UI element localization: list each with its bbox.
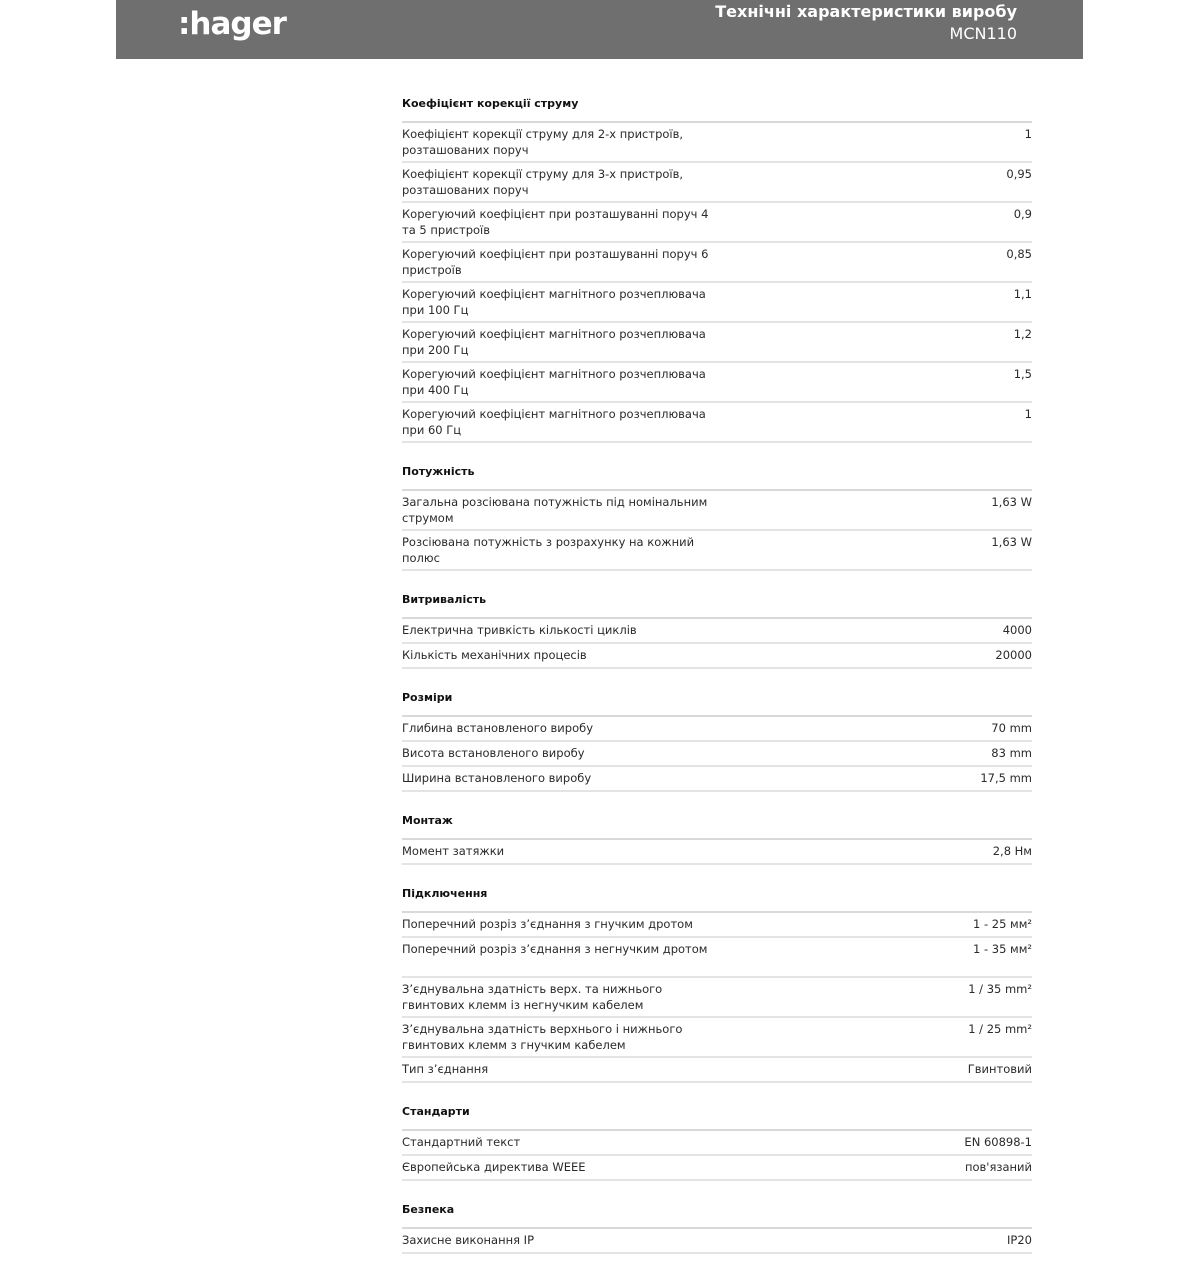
spec-value: 1 / 35 mm² <box>968 982 1032 996</box>
spec-value: 0,85 <box>1006 247 1032 261</box>
spec-value: 2,8 Нм <box>992 844 1032 858</box>
spec-label: Тип з’єднання <box>402 1062 489 1076</box>
spec-value: 1,63 W <box>991 495 1032 509</box>
spec-label: Висота встановленого виробу <box>402 746 585 760</box>
spec-section <box>402 591 1032 669</box>
spec-row <box>402 717 1032 742</box>
spec-label: Європейська директива WEEE <box>402 1160 586 1174</box>
spec-label: Ширина встановленого виробу <box>402 771 592 785</box>
spec-row <box>402 163 1032 203</box>
spec-label: Електрична тривкість кількості циклів <box>402 623 637 637</box>
section-title: Розміри <box>402 689 1032 717</box>
spec-row <box>402 978 1032 1018</box>
spec-value: 0,9 <box>1013 207 1032 221</box>
spec-row <box>402 531 1032 571</box>
brand-logo: :hager <box>178 6 286 42</box>
spec-row <box>402 1131 1032 1156</box>
spec-row <box>402 767 1032 792</box>
spec-row <box>402 403 1032 443</box>
spec-label: Корегуючий коефіцієнт магнітного розчеплювача при 60 Гц <box>402 407 706 437</box>
product-code: MCN110 <box>949 24 1017 43</box>
spec-value: 70 mm <box>991 721 1032 735</box>
spec-row <box>402 491 1032 531</box>
spec-section <box>402 463 1032 571</box>
spec-section <box>402 689 1032 792</box>
spec-value: 1 <box>1024 127 1032 141</box>
spec-row <box>402 840 1032 865</box>
spec-value: 1,5 <box>1013 367 1032 381</box>
spec-section <box>402 1201 1032 1254</box>
spec-value: 1,1 <box>1013 287 1032 301</box>
section-title: Коефіцієнт корекції струму <box>402 95 1032 123</box>
spec-label: З’єднувальна здатність верх. та нижнього гвинтових клемм із негнучким кабелем <box>402 982 663 1012</box>
spec-value: Гвинтовий <box>967 1062 1032 1076</box>
section-title: Монтаж <box>402 812 1032 840</box>
spec-value: 1 - 25 мм² <box>972 917 1032 931</box>
spec-value: 1 - 35 мм² <box>972 942 1032 956</box>
section-title: Витривалість <box>402 591 1032 619</box>
spec-row <box>402 203 1032 243</box>
spec-label: Поперечний розріз з’єднання з негнучким дротом <box>402 942 708 956</box>
section-title: Стандарти <box>402 1103 1032 1131</box>
spec-value: 1 / 25 mm² <box>968 1022 1032 1036</box>
spec-row <box>402 619 1032 644</box>
spec-value: 1,2 <box>1013 327 1032 341</box>
spec-label: Корегуючий коефіцієнт при розташуванні поруч 6 пристроїв <box>402 247 709 277</box>
spec-label: Коефіцієнт корекції струму для 2-х пристроїв, розташованих поруч <box>402 127 684 157</box>
spec-label: Загальна розсіювана потужність під номінальним струмом <box>402 495 708 525</box>
spec-row <box>402 742 1032 767</box>
document-title: Технічні характеристики виробу <box>715 2 1017 21</box>
spec-content <box>402 95 1032 1274</box>
page-header <box>116 0 1083 59</box>
spec-row <box>402 243 1032 283</box>
spec-row <box>402 644 1032 669</box>
spec-value: 4000 <box>1002 623 1032 637</box>
spec-section <box>402 1103 1032 1181</box>
spec-row <box>402 1156 1032 1181</box>
spec-section <box>402 95 1032 443</box>
spec-value: 0,95 <box>1006 167 1032 181</box>
spec-label: З’єднувальна здатність верхнього і нижнього гвинтових клемм з гнучким кабелем <box>402 1022 683 1052</box>
spec-row <box>402 1229 1032 1254</box>
section-title: Безпека <box>402 1201 1032 1229</box>
spec-section <box>402 812 1032 865</box>
spec-label: Момент затяжки <box>402 844 505 858</box>
spec-label: Корегуючий коефіцієнт при розташуванні поруч 4 та 5 пристроїв <box>402 207 709 237</box>
spec-label: Поперечний розріз з’єднання з гнучким дротом <box>402 917 693 931</box>
spec-label: Стандартний текст <box>402 1135 521 1149</box>
spec-section <box>402 885 1032 1083</box>
spec-value: 83 mm <box>991 746 1032 760</box>
spec-row <box>402 283 1032 323</box>
spec-label: Кількість механічних процесів <box>402 648 587 662</box>
spec-value: 1 <box>1024 407 1032 421</box>
spec-label: Розсіювана потужність з розрахунку на кожний полюс <box>402 535 695 565</box>
spec-row <box>402 913 1032 938</box>
spec-label: Корегуючий коефіцієнт магнітного розчеплювача при 400 Гц <box>402 367 706 397</box>
spec-value: пов'язаний <box>964 1160 1032 1174</box>
spec-row <box>402 363 1032 403</box>
spec-value: 17,5 mm <box>980 771 1032 785</box>
section-title: Підключення <box>402 885 1032 913</box>
spec-label: Корегуючий коефіцієнт магнітного розчеплювача при 200 Гц <box>402 327 706 357</box>
spec-row <box>402 323 1032 363</box>
spec-value: EN 60898-1 <box>964 1135 1032 1149</box>
spec-row <box>402 1018 1032 1058</box>
spec-row <box>402 1058 1032 1083</box>
spec-label: Коефіцієнт корекції струму для 3-х пристроїв, розташованих поруч <box>402 167 684 197</box>
spec-value: 20000 <box>995 648 1032 662</box>
spec-row <box>402 938 1032 978</box>
spec-label: Корегуючий коефіцієнт магнітного розчеплювача при 100 Гц <box>402 287 706 317</box>
spec-label: Глибина встановленого виробу <box>402 721 594 735</box>
section-title: Потужність <box>402 463 1032 491</box>
spec-label: Захисне виконання IP <box>402 1233 535 1247</box>
spec-row <box>402 123 1032 163</box>
spec-value: IP20 <box>1007 1233 1032 1247</box>
spec-value: 1,63 W <box>991 535 1032 549</box>
